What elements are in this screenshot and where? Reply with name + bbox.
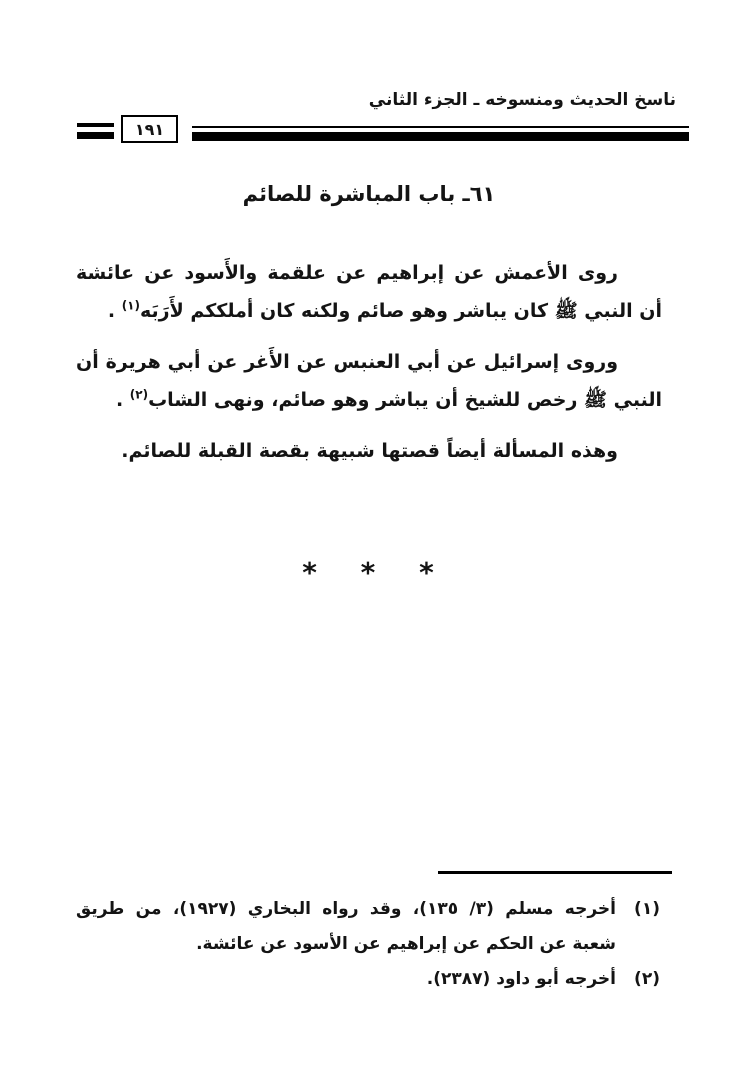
page-number: ١٩١ bbox=[134, 119, 165, 139]
footnotes-block bbox=[76, 892, 662, 997]
chapter-title: ٦١ـ باب المباشرة للصائم bbox=[242, 182, 496, 206]
paragraph-2-period: . bbox=[115, 389, 130, 411]
paragraph-2-text: وروى إسرائيل عن أبي العنبس عن الأَغر عن أبي هريرة أن النبي ﷺ رخص للشيخ أن يباشر وهو صائم، ونهى الشاب bbox=[76, 351, 662, 411]
footnote-separator-rule bbox=[438, 871, 672, 874]
body-text bbox=[76, 254, 662, 483]
footnote-1-text: أخرجه مسلم (٣/ ١٣٥)، وقد رواه البخاري (١٩٢٧)، من طريق شعبة عن الحكم عن إبراهيم عن الأسود عن عائشة. bbox=[76, 899, 616, 954]
header-rule-left-thick bbox=[77, 132, 114, 139]
header-rule-right-thick bbox=[192, 132, 689, 141]
paragraph-1-text: روى الأعمش عن إبراهيم عن علقمة والأَسود عن عائشة أن النبي ﷺ كان يباشر وهو صائم ولكنه كان أملككم لأَرَبَه bbox=[76, 262, 662, 322]
header-rule-right-thin bbox=[192, 126, 689, 128]
footnote-ref-2: (٢) bbox=[129, 387, 149, 402]
paragraph-2 bbox=[76, 343, 662, 419]
header-rule-left-thin bbox=[77, 123, 114, 127]
footnote-1 bbox=[76, 892, 662, 962]
footnote-1-marker: (١) bbox=[634, 899, 660, 919]
footnote-2-marker: (٢) bbox=[634, 969, 660, 989]
footnote-2-text: أخرجه أبو داود (٢٣٨٧). bbox=[426, 969, 616, 989]
page-number-box bbox=[121, 115, 178, 143]
paragraph-3-text: وهذه المسألة أيضاً قصتها شبيهة بقصة القبلة للصائم. bbox=[121, 440, 618, 462]
paragraph-1-period: . bbox=[107, 300, 122, 322]
running-header-book-title: ناسخ الحديث ومنسوخه ـ الجزء الثاني bbox=[368, 90, 676, 110]
paragraph-1 bbox=[76, 254, 662, 330]
footnote-ref-1: (١) bbox=[121, 298, 140, 313]
paragraph-3 bbox=[76, 432, 662, 470]
header-rule-assembly bbox=[0, 115, 738, 147]
footnote-2 bbox=[76, 962, 662, 997]
asterisk-ornament: * * * bbox=[302, 556, 436, 589]
